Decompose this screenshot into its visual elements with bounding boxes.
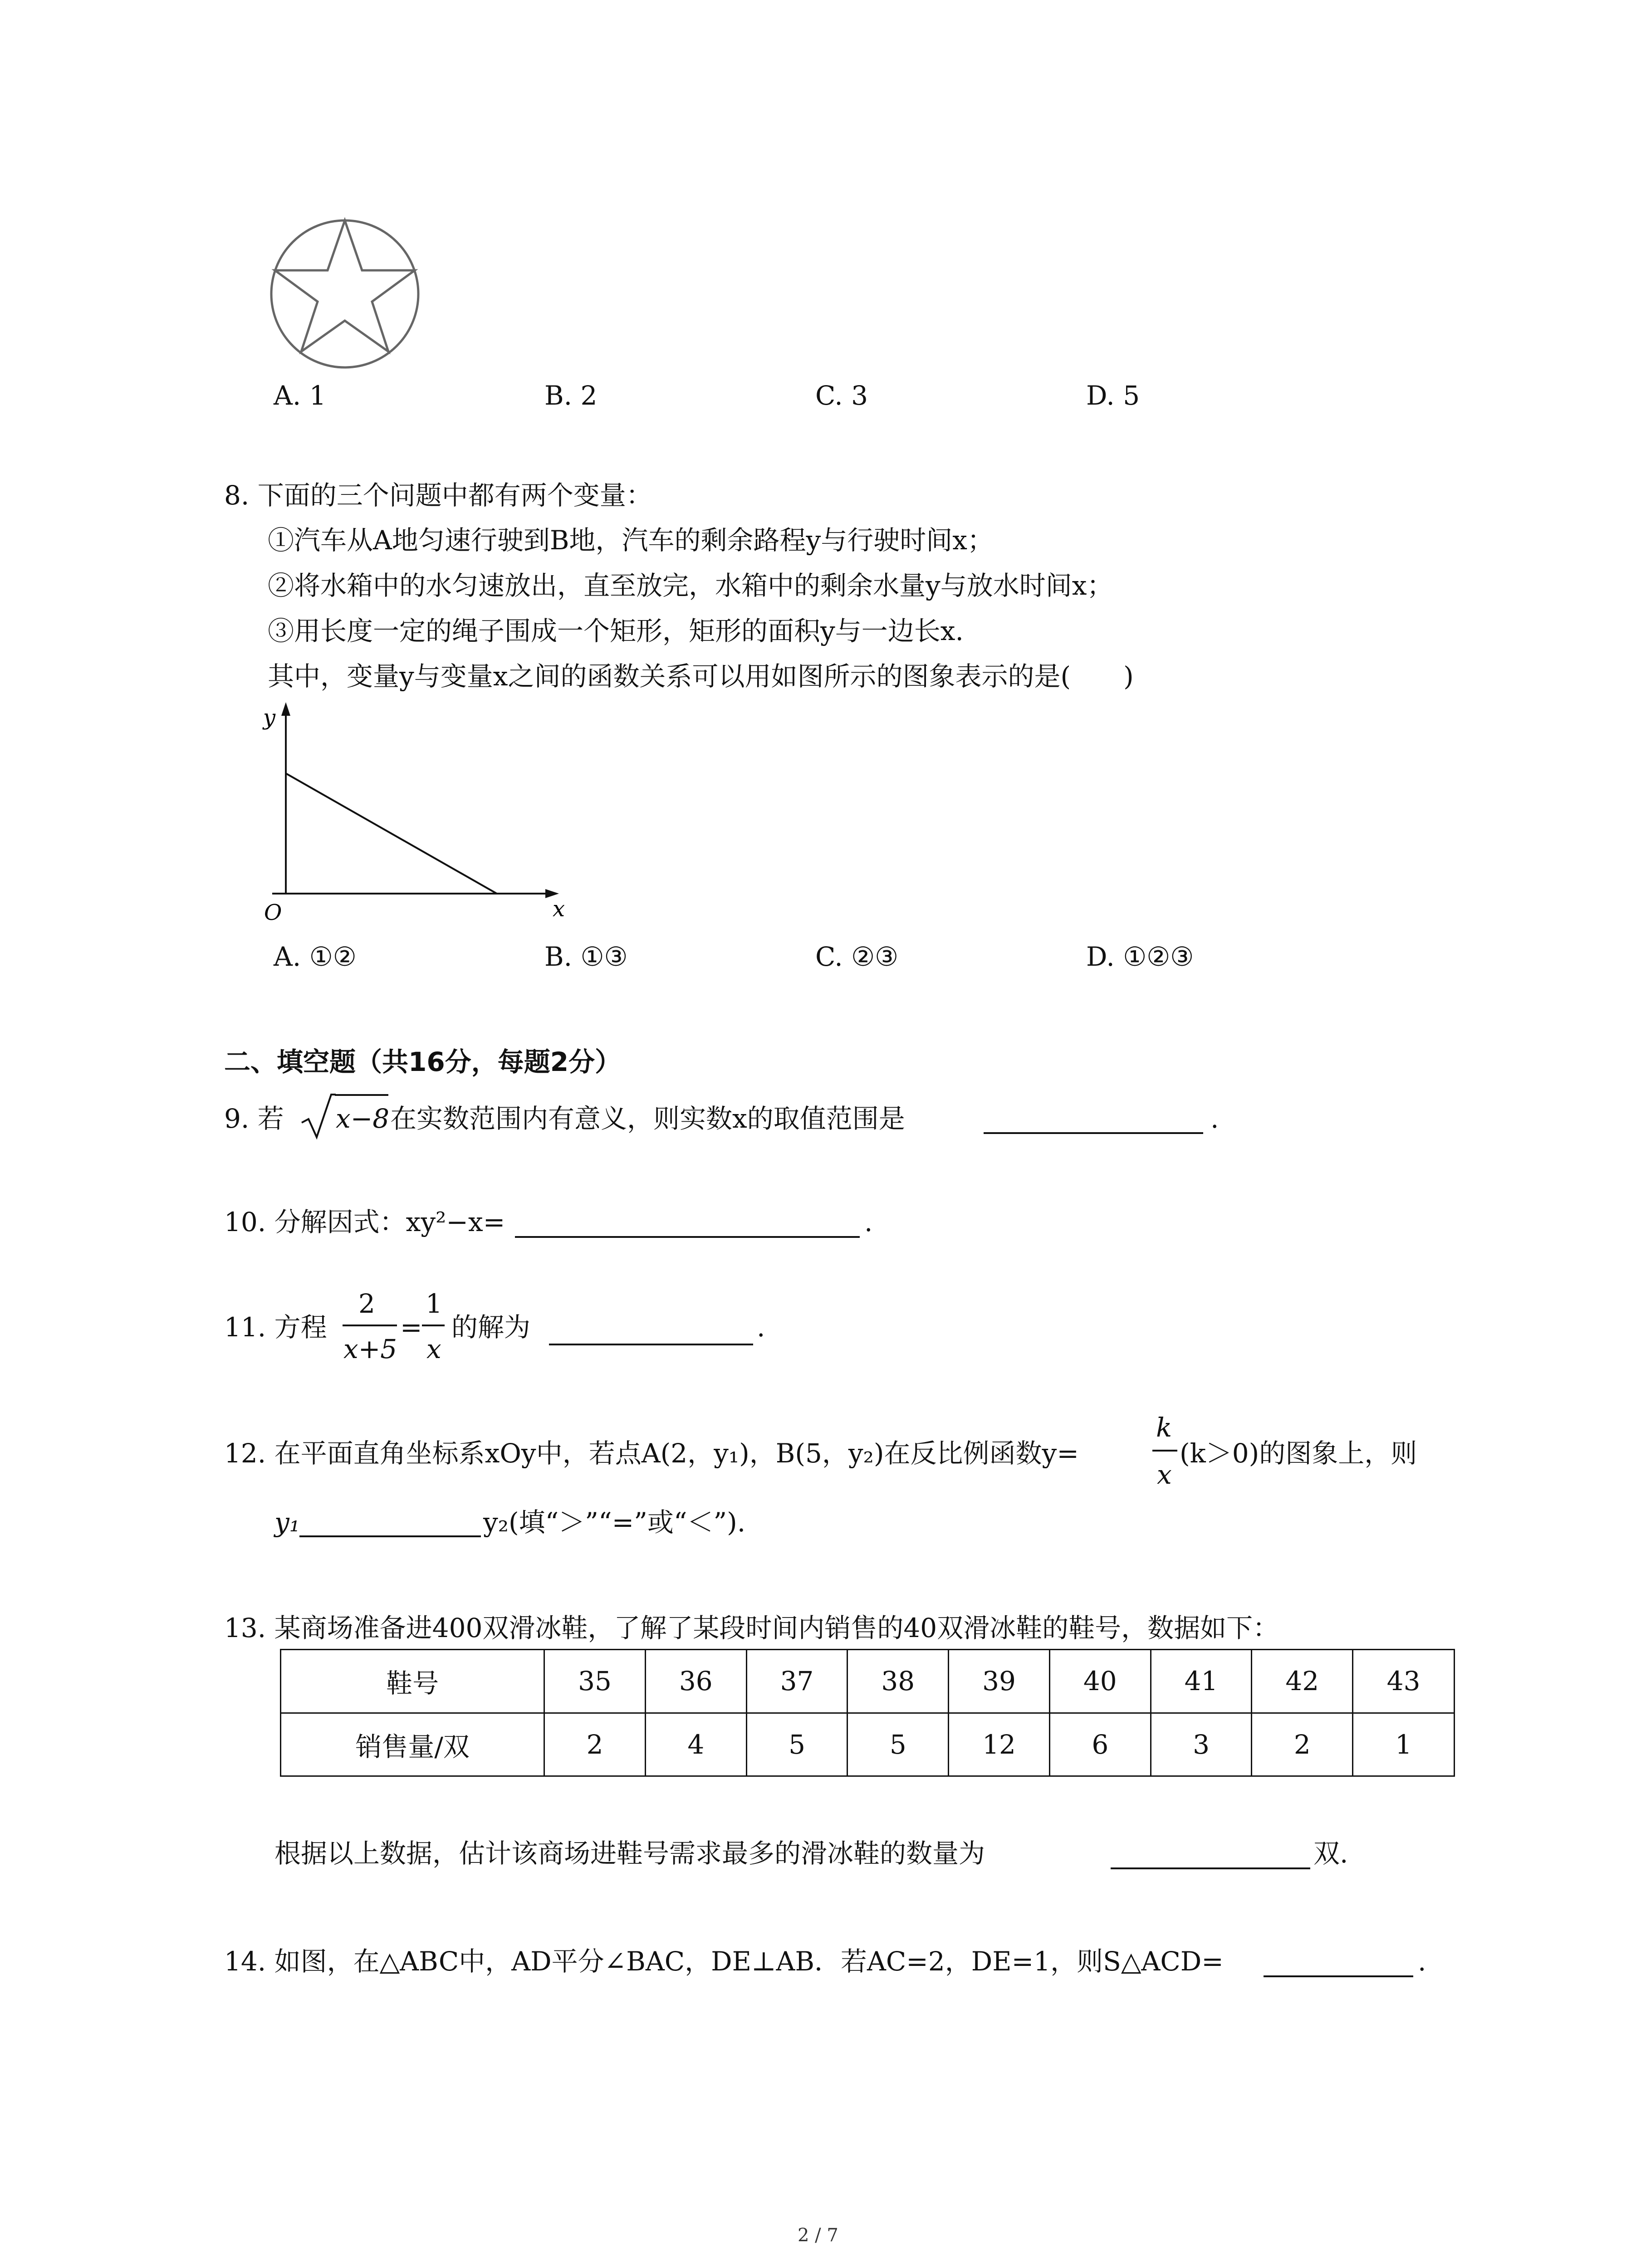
q13-count-cell: 2 <box>1252 1713 1353 1776</box>
q9-end: . <box>1210 1103 1219 1134</box>
q12-frac-denominator: x <box>1157 1459 1172 1490</box>
q12-frac-bar <box>1152 1450 1177 1452</box>
q11-equals: = <box>400 1312 422 1343</box>
q13-size-cell: 42 <box>1252 1650 1353 1713</box>
q14-answer-blank[interactable] <box>1264 1975 1413 1977</box>
q11-frac2-denominator: x <box>426 1334 441 1364</box>
q9-answer-blank[interactable] <box>984 1132 1203 1134</box>
q11-frac1-bar <box>343 1325 397 1326</box>
q13-size-cell: 37 <box>746 1650 847 1713</box>
q13-row1-header: 鞋号 <box>281 1650 544 1713</box>
table-row <box>281 1650 1455 1713</box>
q11-frac2-bar <box>422 1325 445 1326</box>
q7-circle-star-figure <box>265 215 424 373</box>
q8-stem: 8. 下面的三个问题中都有两个变量： <box>224 480 652 511</box>
q9-radical-sign <box>299 1091 336 1141</box>
q11-answer-blank[interactable] <box>549 1344 753 1345</box>
q13-count-cell: 6 <box>1049 1713 1151 1776</box>
q8-graph-origin-label: O <box>264 900 282 925</box>
q7-option-b[interactable]: B. 2 <box>544 380 598 411</box>
q9-radical-overline <box>335 1094 388 1096</box>
q13-count-cell: 12 <box>949 1713 1050 1776</box>
page-number: 2 / 7 <box>798 2225 838 2246</box>
q13-size-cell: 35 <box>544 1650 646 1713</box>
q12-line1-pre: 12. 在平面直角坐标系xOy中，若点A(2，y₁)，B(5，y₂)在反比例函数y= <box>224 1438 1079 1469</box>
q11-post: 的解为 <box>451 1312 531 1343</box>
q13-answer-blank[interactable] <box>1111 1867 1310 1869</box>
q13-count-cell: 3 <box>1151 1713 1252 1776</box>
q10-answer-blank[interactable] <box>515 1236 860 1238</box>
q13-count-cell: 5 <box>847 1713 949 1776</box>
q8-option-d[interactable]: D. ①②③ <box>1086 941 1194 972</box>
q13-count-cell: 4 <box>645 1713 746 1776</box>
q12-line2-post: y₂(填“＞”“=”或“＜”). <box>483 1507 746 1538</box>
q13-size-cell: 36 <box>645 1650 746 1713</box>
q13-size-cell: 39 <box>949 1650 1050 1713</box>
q13-answer-pre: 根据以上数据，估计该商场进鞋号需求最多的滑冰鞋的数量为 <box>274 1838 985 1869</box>
q8-item-2: ②将水箱中的水匀速放出，直至放完，水箱中的剩余水量y与放水时间x； <box>268 570 1113 601</box>
q13-size-cell: 43 <box>1353 1650 1455 1713</box>
q8-option-c[interactable]: C. ②③ <box>815 941 899 972</box>
q13-count-cell: 2 <box>544 1713 646 1776</box>
q10-end: . <box>864 1207 873 1237</box>
q14-end: . <box>1418 1946 1426 1977</box>
q11-pre: 11. 方程 <box>224 1312 327 1343</box>
q13-shoe-size-table <box>280 1649 1455 1777</box>
q8-linear-decreasing-graph <box>254 699 581 925</box>
q12-line2-pre: y₁ <box>274 1507 300 1538</box>
q11-frac2-numerator: 1 <box>426 1288 442 1319</box>
q13-stem: 13. 某商场准备进400双滑冰鞋，了解了某段时间内销售的40双滑冰鞋的鞋号，数据如下： <box>224 1613 1279 1643</box>
q13-row2-header: 销售量/双 <box>281 1713 544 1776</box>
q9-radicand: x−8 <box>336 1103 390 1134</box>
q13-size-cell: 40 <box>1049 1650 1151 1713</box>
q13-answer-post: 双. <box>1313 1838 1348 1869</box>
q11-frac1-denominator: x+5 <box>343 1334 397 1364</box>
q7-option-c[interactable]: C. 3 <box>815 380 868 411</box>
q9-post: 在实数范围内有意义，则实数x的取值范围是 <box>390 1103 905 1134</box>
q9-pre: 9. 若 <box>224 1103 284 1134</box>
q14-text: 14. 如图，在△ABC中，AD平分∠BAC，DE⊥AB．若AC=2，DE=1，则S△ACD= <box>224 1946 1224 1977</box>
q12-line1-post: (k＞0)的图象上，则 <box>1180 1438 1417 1469</box>
q13-size-cell: 38 <box>847 1650 949 1713</box>
q8-item-1: ①汽车从A地匀速行驶到B地，汽车的剩余路程y与行驶时间x； <box>268 525 994 556</box>
q7-option-a[interactable]: A. 1 <box>274 380 326 411</box>
q8-graph-y-label: y <box>263 705 276 730</box>
q12-frac-numerator: k <box>1156 1412 1172 1443</box>
q8-item-3: ③用长度一定的绳子围成一个矩形，矩形的面积y与一边长x. <box>268 616 964 646</box>
q7-option-d[interactable]: D. 5 <box>1086 380 1140 411</box>
q11-frac1-numerator: 2 <box>358 1288 375 1319</box>
q13-size-cell: 41 <box>1151 1650 1252 1713</box>
q13-count-cell: 5 <box>746 1713 847 1776</box>
q8-graph-x-label: x <box>553 896 565 922</box>
q8-question: 其中，变量y与变量x之间的函数关系可以用如图所示的图象表示的是( ) <box>268 661 1134 692</box>
table-row <box>281 1713 1455 1776</box>
q10-text: 10. 分解因式：xy²−x= <box>224 1207 505 1237</box>
q11-end: . <box>757 1312 765 1343</box>
q8-option-a[interactable]: A. ①② <box>274 941 357 972</box>
q13-count-cell: 1 <box>1353 1713 1455 1776</box>
q8-option-b[interactable]: B. ①③ <box>544 941 628 972</box>
section-2-title: 二、填空题（共16分，每题2分） <box>224 1046 622 1077</box>
q12-answer-blank[interactable] <box>299 1535 481 1537</box>
